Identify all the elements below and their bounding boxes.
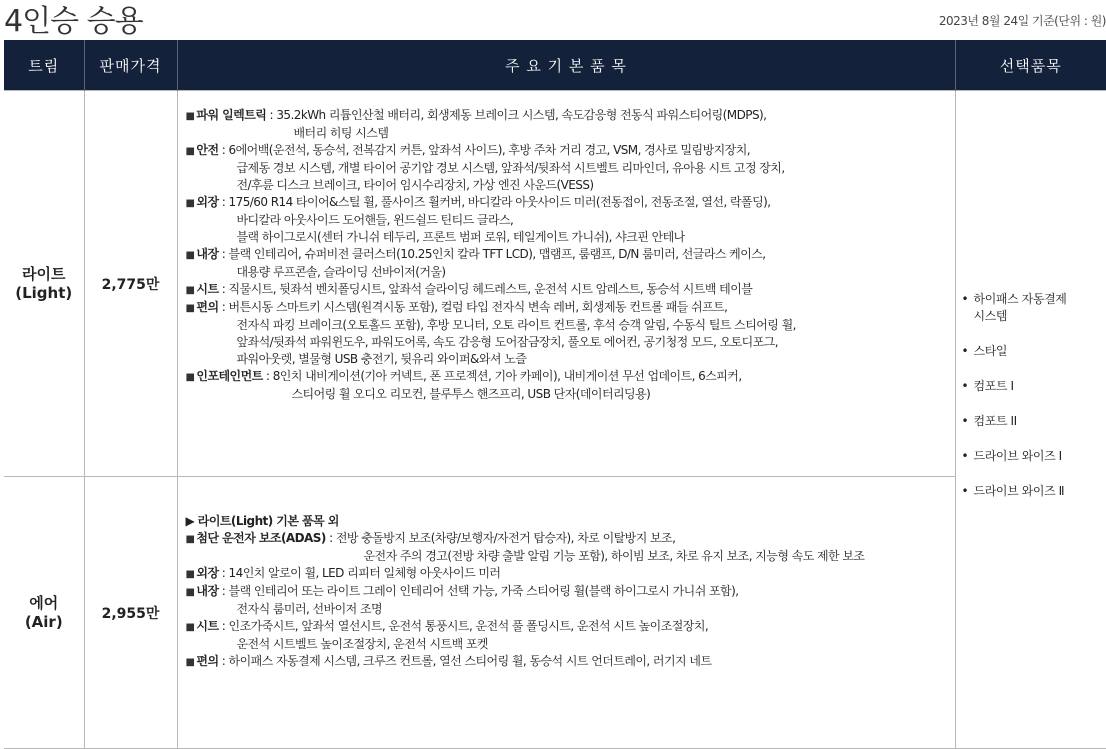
- item-label: 인포테인먼트: [196, 369, 263, 383]
- option-label: 하이패스 자동결제: [973, 292, 1067, 306]
- item-text: 전자식 파킹 브레이크(오토홀드 포함), 후방 모니터, 오토 라이트 컨트롤, 후석 승객 알림, 수동식 틸트 스티어링 휠,: [236, 318, 796, 332]
- table-row-air: [4, 477, 1106, 749]
- header-row: [4, 40, 1106, 91]
- square-bullet-icon: ■: [185, 285, 195, 296]
- item-infotainment: ■ 인포테인먼트 : 8인치 내비게이션(기아 커넥트, 폰 프로젝션, 기아 카페이), 내비게이션 무선 업데이트, 6스피커, 스티어링 휠 오디오 리모컨, 블루투스 핸즈프리, USB 단자(데이터리딩용): [185, 369, 742, 401]
- item-text: 직물시트, 뒷좌석 벤치폴딩시트, 앞좌석 슬라이딩 헤드레스트, 운전석 시트 암레스트, 동승석 시트백 테이블: [228, 282, 753, 296]
- item-label: 내장: [196, 247, 219, 261]
- item-label: 첨단 운전자 보조(ADAS): [196, 531, 326, 545]
- date-note: 2023년 8월 24일 기준(단위 : 원): [938, 14, 1106, 28]
- item-label: 외장: [196, 566, 219, 580]
- header-trim: 트림: [4, 40, 84, 91]
- table-row-light: [4, 91, 1106, 477]
- trim-en-name: (Air): [24, 612, 63, 631]
- item-text: 전자식 룸미러, 선바이저 조명: [236, 602, 383, 616]
- item-power-electric: ■ 파워 일렉트릭 : 35.2kWh 리튬인산철 배터리, 회생제동 브레이크 시스템, 속도감응형 전동식 파워스티어링(MDPS), 배터리 히팅 시스템: [185, 108, 767, 140]
- item-exterior: ■ 외장 : 175/60 R14 타이어&스틸 휠, 풀사이즈 휠커버, 바디칼라 아웃사이드 미러(전동접이, 전동조절, 열선, 락폴딩), 바디칼라 아웃사이드 도어핸들, 윈드쉴드 틴티드 글라스, 블랙 하이그로시(센터 가니쉬 테두리, 프론트 범퍼 로워, 테일게이트 가니쉬), 샤크핀 안테나: [185, 195, 771, 244]
- trim-name: 에어: [29, 593, 59, 612]
- option-item: [958, 343, 1105, 360]
- trim-name: 라이트: [22, 264, 66, 283]
- option-label: 드라이브 와이즈 Ⅰ: [973, 449, 1062, 463]
- item-text: 175/60 R14 타이어&스틸 휠, 풀사이즈 휠커버, 바디칼라 아웃사이드 미러(전동접이, 전동조절, 열선, 락폴딩),: [228, 195, 771, 209]
- square-bullet-icon: ■: [185, 569, 195, 580]
- item-text: 운전자 주의 경고(전방 차량 출발 알림 기능 포함), 하이빔 보조, 차로 유지 보조, 지능형 속도 제한 보조: [363, 549, 865, 563]
- item-seat: ■ 시트 : 인조가죽시트, 앞좌석 열선시트, 운전석 통풍시트, 운전석 풀 폴딩시트, 운전석 시트 높이조절장치, 운전석 시트벨트 높이조절장치, 운전석 시트백 포켓: [185, 619, 709, 651]
- item-interior: ■ 내장 : 블랙 인테리어 또는 라이트 그레이 인테리어 선택 가능, 가죽 스티어링 휠(블랙 하이그로시 가니쉬 포함), 전자식 룸미러, 선바이저 조명: [185, 584, 739, 616]
- square-bullet-icon: ■: [185, 303, 195, 314]
- price-table: [4, 40, 1106, 749]
- basic-items-air: [177, 477, 955, 749]
- item-label: 안전: [196, 143, 219, 157]
- square-bullet-icon: ■: [185, 657, 195, 668]
- dot-bullet-icon: •: [961, 292, 969, 306]
- item-text: 바디칼라 아웃사이드 도어핸들, 윈드쉴드 틴티드 글라스,: [236, 213, 514, 227]
- price-light: 2,775만: [84, 91, 177, 477]
- item-seat: ■ 시트 : 직물시트, 뒷좌석 벤치폴딩시트, 앞좌석 슬라이딩 헤드레스트, 운전석 시트 암레스트, 동승석 시트백 테이블: [185, 282, 753, 296]
- option-item: [958, 483, 1105, 500]
- item-text: 35.2kWh 리튬인산철 배터리, 회생제동 브레이크 시스템, 속도감응형 전동식 파워스티어링(MDPS),: [276, 108, 767, 122]
- option-item: [958, 291, 1105, 325]
- trim-en-name: (Light): [15, 283, 73, 302]
- item-adas: ■ 첨단 운전자 보조(ADAS) : 전방 충돌방지 보조(차량/보행자/자전거 탑승자), 차로 이탈방지 보조, 운전자 주의 경고(전방 차량 출발 알림 기능 포함), 하이빔 보조, 차로 유지 보조, 지능형 속도 제한 보조: [185, 531, 865, 563]
- item-text: 운전석 시트벨트 높이조절장치, 운전석 시트백 포켓: [236, 637, 488, 651]
- square-bullet-icon: ■: [185, 146, 195, 157]
- square-bullet-icon: ■: [185, 622, 195, 633]
- item-text: 14인치 알로이 휠, LED 리피터 일체형 아웃사이드 미러: [228, 566, 501, 580]
- item-convenience: ■ 편의 : 하이패스 자동결제 시스템, 크루즈 컨트롤, 열선 스티어링 휠, 동승석 시트 언더트레이, 러기지 네트: [185, 654, 712, 668]
- item-label: 편의: [196, 300, 219, 314]
- dot-bullet-icon: •: [961, 344, 969, 358]
- dot-bullet-icon: •: [961, 484, 969, 498]
- item-interior: ■ 내장 : 블랙 인테리어, 슈퍼비전 클러스터(10.25인치 칼라 TFT LCD), 맵램프, 룸램프, D/N 룸미러, 선글라스 케이스, 대용량 루프콘솔, 슬라이딩 선바이저(거울): [185, 247, 766, 279]
- item-text: 버튼시동 스마트키 시스템(원격시동 포함), 컬럼 타입 전자식 변속 레버, 회생제동 컨트롤 패들 쉬프트,: [228, 300, 728, 314]
- trim-air: [4, 477, 84, 749]
- page-title: 4인승 승용: [4, 4, 143, 39]
- item-text: 블랙 하이그로시(센터 가니쉬 테두리, 프론트 범퍼 로워, 테일게이트 가니쉬), 샤크핀 안테나: [236, 230, 685, 244]
- square-bullet-icon: ■: [185, 250, 195, 261]
- item-convenience: ■ 편의 : 버튼시동 스마트키 시스템(원격시동 포함), 컬럼 타입 전자식 변속 레버, 회생제동 컨트롤 패들 쉬프트, 전자식 파킹 브레이크(오토홀드 포함), 후방 모니터, 오토 라이트 컨트롤, 후석 승객 알림, 수동식 틸트 스티어링 휠, 앞좌석/뒷좌석 파워윈도우, 파워도어록, 속도 감응형 도어잠금장치, 풀오토 에어컨, 공기청정 모드, 오토디포그, 파워아웃렛, 별물형 USB 충전기, 뒷유리 와이퍼&와셔 노즐: [185, 300, 796, 366]
- item-text: 하이패스 자동결제 시스템, 크루즈 컨트롤, 열선 스티어링 휠, 동승석 시트 언더트레이, 러기지 네트: [228, 654, 712, 668]
- option-item: [958, 378, 1105, 395]
- option-label: 스타일: [973, 344, 1008, 358]
- square-bullet-icon: ■: [185, 198, 195, 209]
- header-basic-items: 주 요 기 본 품 목: [177, 40, 955, 91]
- item-text: 전/후륜 디스크 브레이크, 타이어 임시수리장치, 가상 엔진 사운드(VESS): [236, 178, 594, 192]
- item-text: 급제동 경보 시스템, 개별 타이어 공기압 경보 시스템, 앞좌석/뒷좌석 시트벨트 리마인더, 유아용 시트 고정 장치,: [236, 161, 785, 175]
- item-text: 인조가죽시트, 앞좌석 열선시트, 운전석 통풍시트, 운전석 풀 폴딩시트, 운전석 시트 높이조절장치,: [228, 619, 709, 633]
- item-text: 앞좌석/뒷좌석 파워윈도우, 파워도어록, 속도 감응형 도어잠금장치, 풀오토 에어컨, 공기청정 모드, 오토디포그,: [236, 335, 779, 349]
- header-price: 판매가격: [84, 40, 177, 91]
- trim-light: [4, 91, 84, 477]
- item-text: 8인치 내비게이션(기아 커넥트, 폰 프로젝션, 기아 카페이), 내비게이션 무선 업데이트, 6스피커,: [272, 369, 742, 383]
- item-label: 파워 일렉트릭: [196, 108, 267, 122]
- item-text: 블랙 인테리어, 슈퍼비전 클러스터(10.25인치 칼라 TFT LCD), 맵램프, 룸램프, D/N 룸미러, 선글라스 케이스,: [228, 247, 766, 261]
- option-item: [958, 448, 1105, 465]
- option-item: [958, 413, 1105, 430]
- item-text: 전방 충돌방지 보조(차량/보행자/자전거 탑승자), 차로 이탈방지 보조,: [335, 531, 676, 545]
- option-label: 드라이브 와이즈 Ⅱ: [973, 484, 1065, 498]
- option-label: 컴포트 II: [973, 414, 1017, 428]
- option-label: 시스템: [973, 309, 1008, 323]
- square-bullet-icon: ■: [185, 534, 195, 545]
- square-bullet-icon: ■: [185, 111, 195, 122]
- item-label: 외장: [196, 195, 219, 209]
- item-text: 스티어링 휠 오디오 리모컨, 블루투스 핸즈프리, USB 단자(데이터리딩용): [291, 387, 651, 401]
- option-label: 컴포트 I: [973, 379, 1014, 393]
- item-text: 블랙 인테리어 또는 라이트 그레이 인테리어 선택 가능, 가죽 스티어링 휠(블랙 하이그로시 가니쉬 포함),: [228, 584, 739, 598]
- header-options: 선택품목: [955, 40, 1106, 91]
- square-bullet-icon: ■: [185, 587, 195, 598]
- dot-bullet-icon: •: [961, 379, 969, 393]
- item-label: 내장: [196, 584, 219, 598]
- item-label: 시트: [196, 619, 219, 633]
- item-label: 편의: [196, 654, 219, 668]
- item-text: 배터리 히팅 시스템: [293, 126, 389, 140]
- square-bullet-icon: ■: [185, 372, 195, 383]
- item-label: 시트: [196, 282, 219, 296]
- item-exterior: ■ 외장 : 14인치 알로이 휠, LED 리피터 일체형 아웃사이드 미러: [185, 566, 501, 580]
- options-column: [955, 91, 1106, 749]
- price-air: 2,955만: [84, 477, 177, 749]
- item-text: 대용량 루프콘솔, 슬라이딩 선바이저(거울): [236, 265, 446, 279]
- basic-items-light: [177, 91, 955, 477]
- item-text: 6에어백(운전석, 동승석, 전복감지 커튼, 앞좌석 사이드), 후방 주차 거리 경고, VSM, 경사로 밀림방지장치,: [228, 143, 751, 157]
- item-text: 파워아웃렛, 별물형 USB 충전기, 뒷유리 와이퍼&와셔 노즐: [236, 352, 527, 366]
- intro-line: ▶ 라이트(Light) 기본 품목 외: [185, 514, 339, 528]
- item-safety: ■ 안전 : 6에어백(운전석, 동승석, 전복감지 커튼, 앞좌석 사이드), 후방 주차 거리 경고, VSM, 경사로 밀림방지장치, 급제동 경보 시스템, 개별 타이어 공기압 경보 시스템, 앞좌석/뒷좌석 시트벨트 리마인더, 유아용 시트 고정 장치, 전/후륜 디스크 브레이크, 타이어 임시수리장치, 가상 엔진 사운드(VESS): [185, 143, 785, 192]
- dot-bullet-icon: •: [961, 449, 969, 463]
- dot-bullet-icon: •: [961, 414, 969, 428]
